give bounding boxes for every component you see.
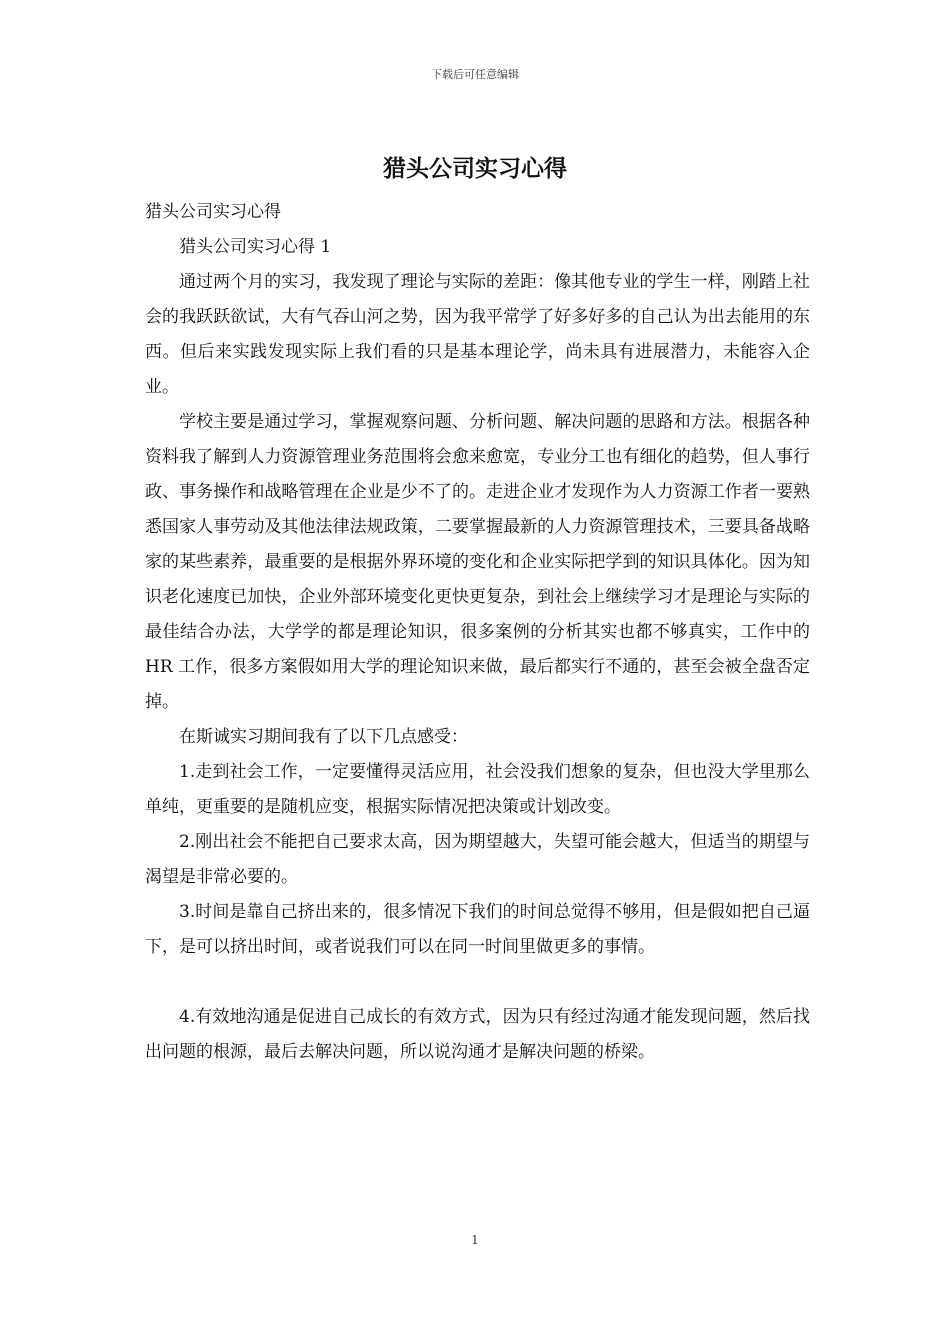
list-item-4: 4.有效地沟通是促进自己成长的有效方式，因为只有经过沟通才能发现问题，然后找出问题的根源，最后去解决问题，所以说沟通才是解决问题的桥梁。	[145, 1007, 810, 1062]
list-item-2: 2.刚出社会不能把自己要求太高，因为期望越大，失望可能会越大，但适当的期望与渴望是非常必要的。	[145, 832, 810, 887]
paragraph-1: 通过两个月的实习，我发现了理论与实际的差距：像其他专业的学生一样，刚踏上社会的我跃跃欲试，大有气吞山河之势，因为我平常学了好多好多的自己认为出去能用的东西。但后来实践发现实际上我们看的只是基本理论学，尚未具有进展潜力，未能容入企业。	[145, 272, 810, 397]
list-item-1: 1.走到社会工作，一定要懂得灵活应用，社会没我们想象的复杂，但也没大学里那么单纯，更重要的是随机应变，根据实际情况把决策或计划改变。	[145, 762, 810, 817]
paragraph-2: 学校主要是通过学习，掌握观察问题、分析问题、解决问题的思路和方法。根据各种资料我了解到人力资源管理业务范围将会愈来愈宽，专业分工也有细化的趋势，但人事行政、事务操作和战略管理在企业是少不了的。走进企业才发现作为人力资源工作者一要熟悉国家人事劳动及其他法律法规政策，二要掌握最新的人力资源管理技术，三要具备战略家的某些素养，最重要的是根据外界环境的变化和企业实际把学到的知识具体化。因为知识老化速度已加快，企业外部环境变化更快更复杂，到社会上继续学习才是理论与实际的最佳结合办法，大学学的都是理论知识，很多案例的分析其实也都不够真实，工作中的 HR 工作，很多方案假如用大学的理论知识来做，最后都实行不通的，甚至会被全盘否定掉。	[145, 412, 810, 712]
list-item-3: 3.时间是靠自己挤出来的，很多情况下我们的时间总觉得不够用，但是假如把自己逼下，是可以挤出时间，或者说我们可以在同一时间里做更多的事情。	[145, 902, 810, 957]
header-note: 下载后可任意编辑	[431, 68, 519, 81]
section-heading: 猎头公司实习心得 1	[179, 237, 332, 257]
document-subtitle: 猎头公司实习心得	[145, 202, 281, 222]
page-number: 1	[471, 1233, 479, 1247]
document-title: 猎头公司实习心得	[383, 156, 567, 182]
paragraph-3: 在斯诚实习期间我有了以下几点感受：	[179, 727, 468, 747]
document-body	[145, 195, 810, 1070]
